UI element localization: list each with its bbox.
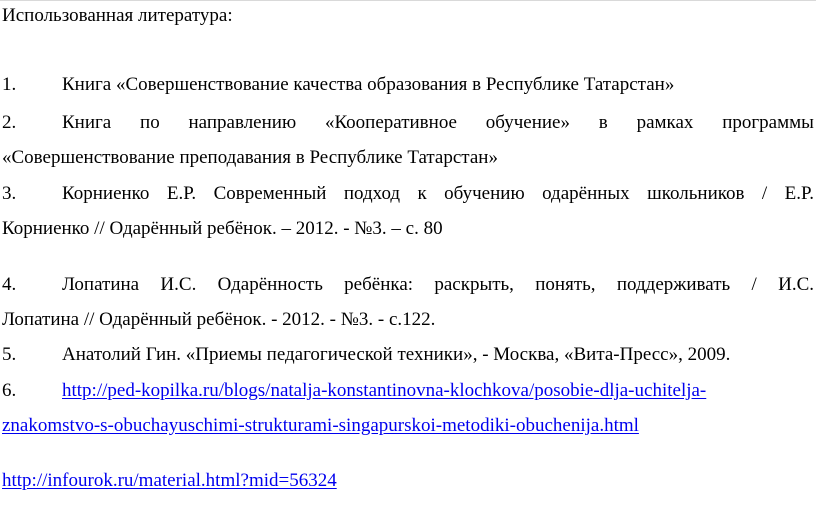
extra-link-line [2, 469, 337, 493]
reference-number: 6. [2, 380, 17, 401]
word: поддерживать [616, 274, 731, 295]
word: Одарённость [217, 274, 323, 295]
word: Корниенко [62, 183, 150, 204]
word: обучению [444, 183, 525, 204]
word: раскрыть, [434, 274, 514, 295]
word: обучение» [485, 112, 570, 133]
reference-6 [2, 379, 706, 403]
word: / [761, 183, 768, 204]
word: Современный [213, 183, 327, 204]
reference-6-link-part2[interactable]: znakomstvo-s-obuchayuschimi-strukturami-singapurskoi-metodiki-obuchenija.html [2, 415, 639, 436]
word: «Кооперативное [324, 112, 457, 133]
top-border [0, 0, 816, 1]
reference-4-number: 4. [2, 274, 17, 295]
reference-6-link-part1[interactable]: http://ped-kopilka.ru/blogs/natalja-konstantinovna-klochkova/posobie-dlja-uchitelja- [62, 380, 707, 401]
reference-number: 5. [2, 344, 17, 365]
reference-3-number: 3. [2, 183, 17, 204]
word: по [140, 112, 160, 133]
page-title: Использованная литература: [2, 5, 233, 26]
word: И.С. [778, 274, 814, 295]
reference-2-line2: «Совершенствование преподавания в Республике Татарстан» [2, 147, 498, 168]
reference-6-line2 [2, 414, 639, 438]
word: школьников [647, 183, 745, 204]
reference-3-line2: Корниенко // Одарённый ребёнок. – 2012. - №3. – с. 80 [2, 218, 443, 239]
reference-text: Анатолий Гин. «Приемы педагогической техники», - Москва, «Вита-Пресс», 2009. [62, 344, 731, 365]
reference-1 [2, 73, 674, 97]
word: Е.Р. [784, 183, 814, 204]
reference-4-line2: Лопатина // Одарённый ребёнок. - 2012. - №3. - с.122. [2, 309, 436, 330]
word: Е.Р. [166, 183, 197, 204]
word: в [598, 112, 608, 133]
word: Книга [62, 112, 112, 133]
word: / [751, 274, 757, 295]
word: понять, [535, 274, 596, 295]
reference-3-line1 [62, 182, 814, 206]
word: Лопатина [62, 274, 140, 295]
word: И.С. [160, 274, 197, 295]
word: рамках [636, 112, 694, 133]
reference-text: Книга «Совершенствование качества образования в Республике Татарстан» [62, 74, 675, 95]
word: программы [722, 112, 814, 133]
reference-2-number: 2. [2, 112, 17, 133]
reference-4-line1 [62, 273, 814, 297]
reference-5 [2, 343, 730, 367]
infourok-link[interactable]: http://infourok.ru/material.html?mid=56324 [2, 470, 337, 491]
word: ребёнка: [344, 274, 414, 295]
reference-2-line1 [62, 111, 814, 135]
word: одарённых [542, 183, 630, 204]
reference-number: 1. [2, 74, 17, 95]
word: к [417, 183, 427, 204]
word: подход [343, 183, 401, 204]
word: направлению [188, 112, 297, 133]
